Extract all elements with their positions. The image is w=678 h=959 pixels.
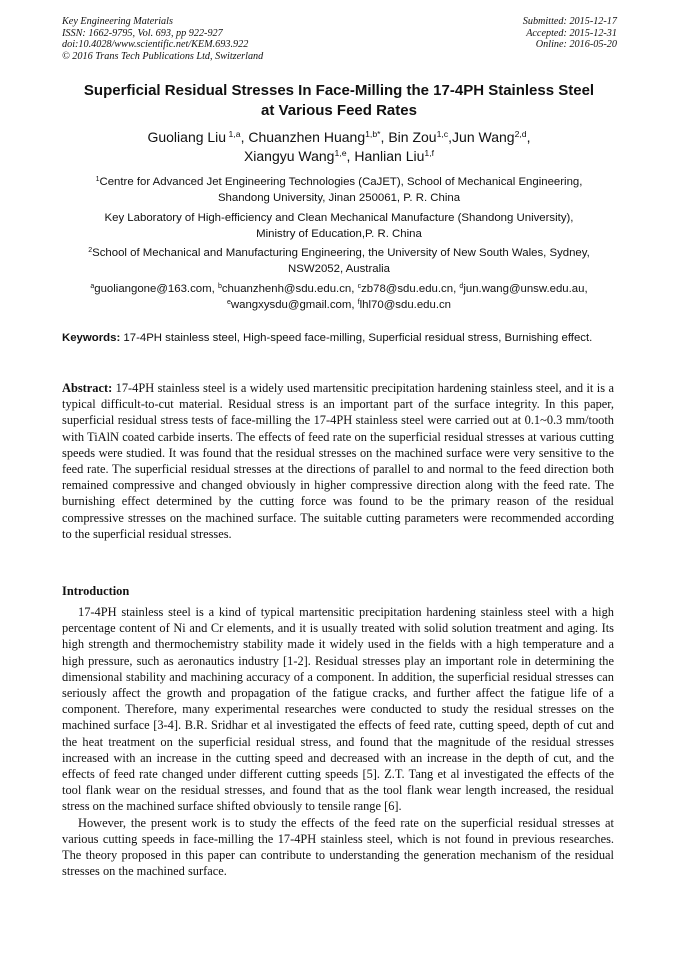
email: $^c$zb78@sdu.edu.cn,: [357, 283, 460, 295]
title-line-1: Superficial Residual Stresses In Face-Milling the 17-4PH Stainless Steel: [83, 82, 595, 99]
issn-line: ISSN: 1662-9795, Vol. 693, pp 922-927: [62, 27, 223, 39]
doi-line: doi:10.4028/www.scientific.net/KEM.693.922: [62, 39, 249, 51]
email: $^e$wangxysdu@gmail.com,: [226, 298, 358, 311]
paper-title: [40, 81, 638, 121]
introduction-heading: Introduction: [62, 584, 130, 598]
online-date: Online: 2016-05-20: [535, 39, 617, 51]
accepted-date: Accepted: 2015-12-31: [526, 27, 617, 39]
author: Chuanzhen Huang$^{1,b*}$,: [248, 129, 389, 145]
author: Jun Wang$^{2,d}$,: [452, 129, 531, 145]
affiliation-2: Key Laboratory of High-efficiency and Clean Mechanical Manufacture (Shandong University), Ministry of Education,P. R. China: [104, 212, 574, 240]
affiliation-3: $^2$School of Mechanical and Manufacturing Engineering, the University of New South Wales, Sydney, NSW2052, Australia: [88, 247, 590, 275]
email: $^a$guoliangone@163.com,: [90, 283, 218, 295]
email: $^d$jun.wang@unsw.edu.au,: [459, 283, 588, 295]
journal-name: Key Engineering Materials: [62, 16, 173, 27]
copyright-line: © 2016 Trans Tech Publications Ltd, Switzerland: [62, 50, 264, 62]
author: Guoliang Liu $^{1,a}$,: [147, 129, 249, 145]
email: $^f$lhl70@sdu.edu.cn: [357, 298, 452, 311]
email: $^b$chuanzhenh@sdu.edu.cn,: [217, 283, 358, 295]
email-list: [40, 282, 638, 313]
paragraph: 17-4PH stainless steel is a kind of typical martensitic precipitation hardening stainless steel with a high percentage content of Ni and Cr elements, and it is usually treated with solid solution treatment and aging. Its high strength and thermochemistry stability made it widely used in the fields with a high temperature and a high pressure, such as aeronautics industry [1-2]. Residual stresses play an important role in determining the dimensional stability and machining accuracy of a component. In addition, the superficial residual stresses can seriously affect the growth and propagation of the fatigue cracks, and further affect the fatigue life of a component. Therefore, many experimental researches were conducted to study the residual stresses on the machined surface [3-4]. B.R. Sridhar et al investigated the effects of feed rate, cutting speed, depth of cut and the heat treatment on the superficial residual stress, and found that the magnitude of the residual stresses increased with an increase in the cutting speed and decreased with an increase in the depth of cut, and the effects of feed rate changed under different cutting speeds [5]. Z.T. Tang et al investigated the effects of the tool flank wear on the residual stresses, and found that as the tool flank wear length increased, the residual stress on the machined surface shifted obviously to tensile range [6].: [62, 605, 614, 814]
keywords: [62, 331, 614, 346]
affiliation-marker: 2: [88, 247, 93, 255]
author: Xiangyu Wang$^{1,e}$,: [243, 148, 355, 164]
keywords-label: Keywords:: [62, 332, 121, 344]
affiliation-marker: 1: [95, 176, 100, 184]
abstract-label: Abstract:: [62, 381, 113, 395]
journal-info: [62, 16, 263, 62]
abstract-text: 17-4PH stainless steel is a widely used martensitic precipitation hardening stainless steel, and it is a typical difficult-to-cut material. Residual stress is an important part of the surface integrity. In this paper, superficial residual stress tests of face-milling the 17-4PH stainless steel were carried out at 0.1~0.3 mm/tooth with TiAlN coated carbide inserts. The effects of feed rate on the superficial residual stresses at various cutting speeds were studied. It was found that the residual stresses on the machined surface were very sensitive to the feed rate. The superficial residual stresses at the directions of parallel to and normal to the feed direction both remained compressive and changed obviously in higher compressive direction along with the feed rate. The burnishing effect determined by the cutting force was found to be the primary reason of the residual compressive stresses on the machined surface. The suitable cutting parameters were recommended according to the superficial residual stresses.: [62, 381, 614, 541]
author: Hanlian Liu$^{1,f}$: [354, 148, 435, 164]
introduction-body: [62, 604, 614, 879]
dates-info: [523, 16, 617, 51]
submitted-date: Submitted: 2015-12-17: [522, 16, 617, 27]
affiliation-1: $^1$Centre for Advanced Jet Engineering Technologies (CaJET), School of Mechanical Engineering, Shandong University, Jinan 250061, P. R. China: [95, 176, 583, 204]
paragraph: However, the present work is to study the effects of the feed rate on the superficial residual stresses at various cutting speeds in face-milling the 17-4PH stainless steel, which is not found in previous researches. The theory proposed in this paper can contribute to understanding the generation mechanism of the residual stresses on the machined surface.: [62, 815, 614, 879]
keywords-text: 17-4PH stainless steel, High-speed face-milling, Superficial residual stress, Burnishing effect.: [120, 332, 593, 344]
abstract: [62, 380, 614, 542]
author: Bin Zou$^{1,c}$,: [388, 129, 453, 145]
author-list: [40, 128, 638, 166]
title-line-2: at Various Feed Rates: [261, 102, 417, 119]
